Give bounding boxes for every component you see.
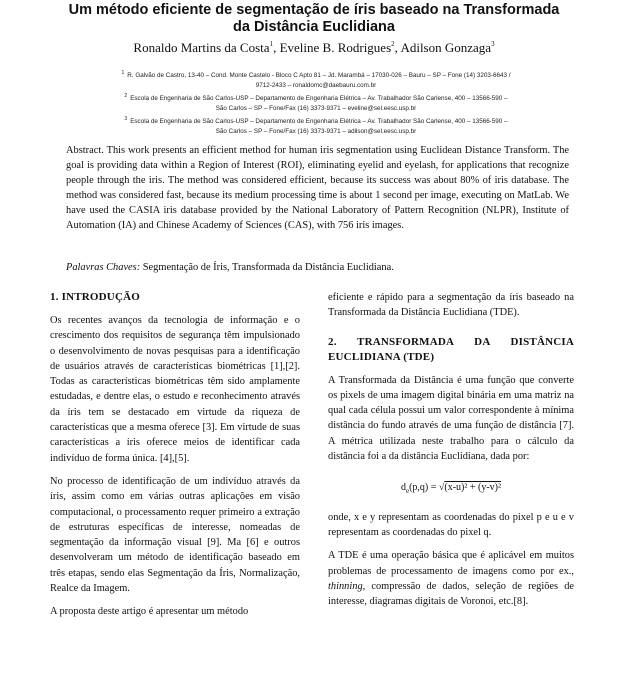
- formula-radicand: (x-u)² + (y-v)²: [444, 482, 502, 494]
- paragraph: A Transformada da Distância é uma função que converte os pixels de uma imagem digital binária em uma matriz na qual cada célula possui um valor correspondente à mínima distância do fundo através de uma função de distância [7]. A métrica utilizada neste trabalho para o cálculo da distância foi a da distância Euclidiana, dada por:: [328, 374, 574, 463]
- author-mark: 2: [391, 40, 395, 48]
- paragraph: onde, x e y representam as coordenadas do pixel p e u e v representam as coordenadas do pixel q.: [328, 511, 574, 538]
- keywords-label: Palavras Chaves:: [66, 262, 141, 273]
- formula-symbol: d: [400, 482, 406, 494]
- text-run: , compressão de dados, seleção de regiões de interesse, diagramas digitais de Voronoi, etc.[8].: [328, 580, 574, 608]
- affiliation-2: [52, 91, 580, 114]
- section-heading: 1. INTRODUÇÃO: [50, 291, 140, 303]
- distance-formula: $d_e(p,q) = √(x-u)^2 + (y-v)^2$: [400, 482, 502, 496]
- affiliation-mark: 2: [124, 93, 128, 99]
- affiliation-3: [52, 114, 580, 137]
- title-line-2: da Distância Euclidiana: [233, 19, 395, 35]
- paragraph: A proposta deste artigo é apresentar um método: [50, 606, 249, 618]
- paragraph: eficiente e rápido para a segmentação da íris baseado na Transformada da Distância Euclidiana (TDE).: [328, 292, 574, 319]
- affiliation-line: Escola de Engenharia de São Carlos-USP – Departamento de Engenharia Elétrica – Av. Trabalhador São Carlense, 400 – 13566-590 –: [130, 95, 508, 102]
- paragraph: [328, 548, 574, 609]
- author-name: Ronaldo Martins da Costa: [133, 40, 270, 55]
- text-run-italic: thinning: [328, 580, 363, 592]
- section-heading: 2. TRANSFORMADA DA DISTÂNCIA EUCLIDIANA (TDE): [328, 335, 574, 363]
- affiliation-1: [52, 68, 580, 91]
- affiliation-line: R. Galvão de Castro, 13-40 – Cond. Monte Castelo - Bloco C Apto 81 – Jd. Marambá – 17030-026 – Bauru – SP – Fone (14) 3203-6643 /: [127, 72, 511, 79]
- keywords-text: Segmentação de Íris, Transformada da Distância Euclidiana.: [142, 262, 394, 273]
- formula-subscript: e: [405, 487, 410, 496]
- affiliation-line: São Carlos – SP – Fone/Fax (16) 3373-9371 – adilson@sel.eesc.usp.br: [215, 128, 417, 135]
- affiliation-line: Escola de Engenharia de São Carlos-USP – Departamento de Engenharia Elétrica – Av. Trabalhador São Carlense, 400 – 13566-590 –: [130, 118, 508, 125]
- author-list: Ronaldo Martins da Costa$^1$, Eveline B. Rodrigues$^2$, Adilson Gonzaga$^3$: [133, 40, 495, 55]
- paragraph: No processo de identificação de um indivíduo através da íris, assim como em várias outras aplicações em visão computacional, o processamento requer primeiro a extração de estruturas específicas de interesse, nomeadas de segmentação da informação visual [9]. Ma [6] e outros desenvolveram um método de identificação baseado em três etapas, sendo elas Segmentação da Íris, Normalização, Realce da Imagem.: [50, 475, 300, 595]
- affiliations: [52, 68, 580, 137]
- paper-title: [0, 2, 628, 36]
- formula-args: (p,q) =: [409, 482, 439, 494]
- abstract: Abstract. This work presents an efficient method for human iris segmentation using Euclidean Distance Transform. The goal is providing data within a Region of Interest (ROI), eliminating eyelid and eyelash, for applications that recognize people through the iris. The method was considered efficient, because its success was about 80% of iris database. The method was considered fast, because its medium processing time is about 1 second per image, executing on MatLab. We have used the CASIA iris database provided by the National Laboratory of Pattern Recognition (NLPR), Institute of Automation (IA) and Chinese Academy of Sciences (CAS), with 756 iris images.: [66, 145, 569, 232]
- keywords: [66, 262, 569, 273]
- left-column: [50, 290, 300, 628]
- author-name: Adilson Gonzaga: [400, 40, 492, 55]
- affiliation-mark: 3: [124, 116, 128, 122]
- title-line-1: Um método eficiente de segmentação de íris baseado na Transformada: [68, 2, 560, 18]
- affiliation-line: São Carlos – SP – Fone/Fax (16) 3373-9371 – eveline@sel.eesc.usp.br: [215, 105, 417, 112]
- text-run: A TDE é uma operação básica que é aplicável em muitos problemas de processamento de imagens como por ex.,: [328, 550, 574, 577]
- author-name: Eveline B. Rodrigues: [279, 40, 392, 55]
- author-mark: 3: [491, 40, 495, 48]
- paragraph: Os recentes avanços da tecnologia de informação e o crescimento dos requisitos de segurança têm impulsionado o desenvolvimento de novas pesquisas para a identificação de usuários através de características biométricas [1],[2]. Todas as características biométricas têm sido amplamente estudadas, e dentre elas, o estudo e reconhecimento através da íris tem se destacado em virtude da riqueza de características que a mesma oferece [3]. Em virtude de suas características a íris oferece meios de identificar cada indivíduo de forma única. [4],[5].: [50, 315, 300, 464]
- affiliation-line: 9712-2433 – ronaldomc@daebauru.com.br: [255, 82, 377, 89]
- author-mark: 1: [269, 40, 274, 48]
- right-column: [328, 290, 574, 617]
- affiliation-mark: 1: [121, 70, 125, 76]
